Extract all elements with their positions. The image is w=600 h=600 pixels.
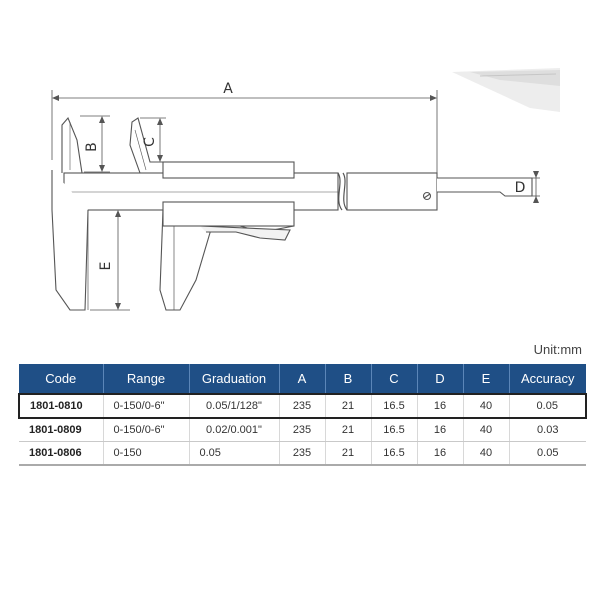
cell-accuracy: 0.05 xyxy=(509,442,586,466)
cell-a: 235 xyxy=(279,418,325,442)
dim-label-c: C xyxy=(142,137,158,147)
cell-code: 1801-0810 xyxy=(19,394,103,418)
cell-a: 235 xyxy=(279,442,325,466)
caliper-body xyxy=(52,118,532,310)
cell-d: 16 xyxy=(417,442,463,466)
cell-d: 16 xyxy=(417,418,463,442)
table-header-row xyxy=(19,364,586,394)
header-e: E xyxy=(463,364,509,394)
cell-range: 0-150/0-6" xyxy=(103,418,189,442)
header-code: Code xyxy=(19,364,103,394)
cell-e: 40 xyxy=(463,394,509,418)
cell-code: 1801-0806 xyxy=(19,442,103,466)
cell-e: 40 xyxy=(463,442,509,466)
cell-accuracy: 0.03 xyxy=(509,418,586,442)
cell-accuracy: 0.05 xyxy=(509,394,586,418)
cell-c: 16.5 xyxy=(371,442,417,466)
cell-b: 21 xyxy=(325,418,371,442)
dimension-c xyxy=(140,118,166,162)
header-accuracy: Accuracy xyxy=(509,364,586,394)
cell-code: 1801-0809 xyxy=(19,418,103,442)
cell-c: 16.5 xyxy=(371,394,417,418)
cell-c: 16.5 xyxy=(371,418,417,442)
header-d: D xyxy=(417,364,463,394)
dim-label-e: E xyxy=(98,261,114,271)
dimension-b xyxy=(80,116,110,172)
header-graduation: Graduation xyxy=(189,364,279,394)
product-photo-fragment xyxy=(452,68,560,112)
header-c: C xyxy=(371,364,417,394)
caliper-diagram xyxy=(0,60,600,330)
dim-label-a: A xyxy=(223,81,233,97)
cell-graduation: 0.05/1/128" xyxy=(189,394,279,418)
table-row xyxy=(19,394,586,418)
cell-range: 0-150 xyxy=(103,442,189,466)
cell-e: 40 xyxy=(463,418,509,442)
header-b: B xyxy=(325,364,371,394)
dimension-e xyxy=(90,210,130,310)
cell-b: 21 xyxy=(325,394,371,418)
header-a: A xyxy=(279,364,325,394)
dim-label-b: B xyxy=(84,142,100,152)
table-row xyxy=(19,442,586,466)
cell-graduation: 0.02/0.001" xyxy=(189,418,279,442)
cell-graduation: 0.05 xyxy=(189,442,279,466)
spec-table xyxy=(18,364,587,466)
cell-a: 235 xyxy=(279,394,325,418)
cell-range: 0-150/0-6" xyxy=(103,394,189,418)
cell-d: 16 xyxy=(417,394,463,418)
dim-label-d: D xyxy=(514,180,526,196)
table-row xyxy=(19,418,586,442)
header-range: Range xyxy=(103,364,189,394)
unit-label: Unit:mm xyxy=(533,342,582,357)
cell-b: 21 xyxy=(325,442,371,466)
